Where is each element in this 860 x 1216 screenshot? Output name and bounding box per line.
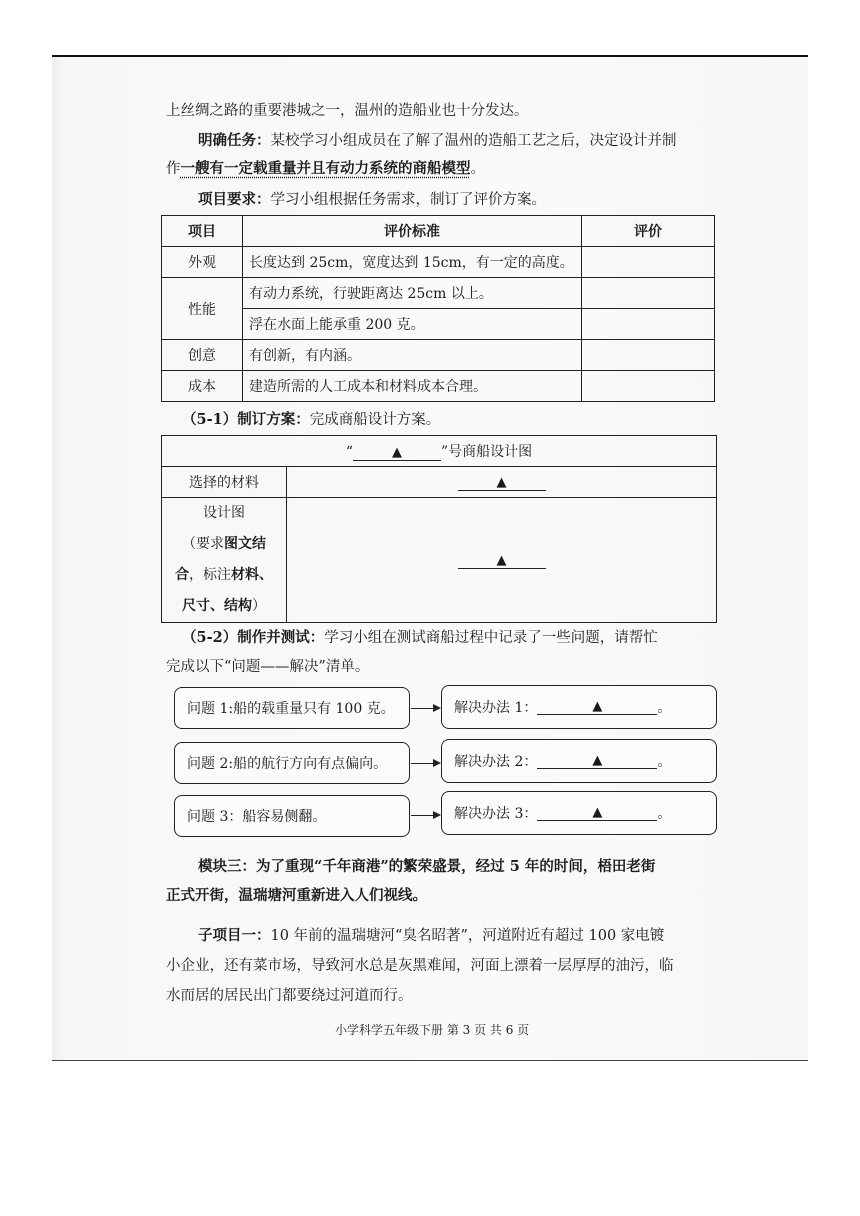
arrow-1 xyxy=(411,708,439,709)
design-title-row xyxy=(162,436,717,467)
eval-header-item: 项目 xyxy=(162,216,243,247)
eval-row-appearance xyxy=(162,247,715,278)
sub1-line-3: 水而居的居民出门都要绕过河道而行。 xyxy=(166,988,413,1004)
eval-criteria: 建造所需的人工成本和材料成本合理。 xyxy=(243,371,582,402)
intro-line: 上丝绸之路的重要港城之一，温州的造船业也十分发达。 xyxy=(166,103,529,119)
eval-criteria: 有动力系统，行驶距离达 25cm 以上。 xyxy=(243,278,582,309)
eval-item: 性能 xyxy=(162,278,243,340)
arrow-3 xyxy=(411,815,439,816)
task-emphasis: 一艘有一定载重量并且有动力系统的商船模型 xyxy=(180,160,471,177)
eval-score-cell[interactable] xyxy=(582,340,715,371)
requirement-line xyxy=(198,190,546,210)
eval-score-cell[interactable] xyxy=(582,278,715,309)
sub1-label: 子项目一： xyxy=(198,927,271,944)
solution-2-blank[interactable]: ▲ xyxy=(537,754,657,769)
task-text-2-suffix: 。 xyxy=(470,161,485,177)
q51-text: 完成商船设计方案。 xyxy=(309,412,441,428)
materials-blank[interactable]: ▲ xyxy=(458,476,546,491)
eval-score-cell[interactable] xyxy=(582,247,715,278)
requirement-text: 学习小组根据任务需求，制订了评价方案。 xyxy=(270,192,546,208)
eval-row-performance-1 xyxy=(162,278,715,309)
design-drawing-row xyxy=(162,498,717,623)
solution-box-1: 解决办法 1： ▲ 。 xyxy=(441,685,717,729)
arrow-2 xyxy=(411,763,439,764)
q52-line-2: 完成以下“问题——解决”清单。 xyxy=(166,659,370,675)
solution-box-3: 解决办法 3： ▲ 。 xyxy=(441,791,717,835)
eval-item: 外观 xyxy=(162,247,243,278)
eval-criteria: 有创新，有内涵。 xyxy=(243,340,582,371)
task-line-2 xyxy=(166,159,485,179)
eval-score-cell[interactable] xyxy=(582,309,715,340)
sub1-line-1: 子项目一：10 年前的温瑞塘河“臭名昭著”，河道附近有超过 100 家电镀 xyxy=(198,927,665,944)
solution-3-blank[interactable]: ▲ xyxy=(537,806,657,821)
eval-row-creativity xyxy=(162,340,715,371)
design-title: “ ▲ ”号商船设计图 xyxy=(162,436,717,467)
page-footer: 小学科学五年级下册 第 3 页 共 6 页 xyxy=(335,1023,530,1037)
module3-line-2: 正式开街，温瑞塘河重新进入人们视线。 xyxy=(166,887,427,904)
q51-label: （5-1）制订方案： xyxy=(182,411,310,428)
eval-header-row xyxy=(162,216,715,247)
q52-line-1 xyxy=(182,628,658,648)
eval-criteria: 浮在水面上能承重 200 克。 xyxy=(243,309,582,340)
q51-line xyxy=(182,410,440,430)
task-text-1: 某校学习小组成员在了解了温州的造船工艺之后，决定设计并制 xyxy=(270,133,677,149)
sub1-line-2: 小企业，还有菜市场，导致河水总是灰黑难闻，河面上漂着一层厚厚的油污，临 xyxy=(166,958,674,974)
solution-1-blank[interactable]: ▲ xyxy=(537,700,657,715)
drawing-blank[interactable]: ▲ xyxy=(458,554,546,569)
task-line-1 xyxy=(198,131,677,151)
evaluation-table xyxy=(161,215,715,402)
eval-score-cell[interactable] xyxy=(582,371,715,402)
solution-box-2: 解决办法 2： ▲ 。 xyxy=(441,739,717,783)
task-label: 明确任务： xyxy=(198,132,271,149)
design-table xyxy=(161,435,717,623)
problem-box-3: 问题 3：船容易侧翻。 xyxy=(174,795,410,837)
requirement-label: 项目要求： xyxy=(198,191,271,208)
task-text-2-prefix: 作 xyxy=(166,161,181,177)
problem-box-1: 问题 1:船的载重量只有 100 克。 xyxy=(174,687,410,729)
eval-item: 创意 xyxy=(162,340,243,371)
problem-box-2: 问题 2:船的航行方向有点偏向。 xyxy=(174,742,410,784)
drawing-answer-cell[interactable] xyxy=(287,498,717,623)
ship-name-blank[interactable]: ▲ xyxy=(353,446,441,461)
design-materials-row xyxy=(162,467,717,498)
q52-text-1: 学习小组在测试商船过程中记录了一些问题，请帮忙 xyxy=(324,630,658,646)
eval-criteria: 长度达到 25cm，宽度达到 15cm，有一定的高度。 xyxy=(243,247,582,278)
materials-answer-cell[interactable] xyxy=(287,467,717,498)
eval-item: 成本 xyxy=(162,371,243,402)
drawing-label: 设计图 （要求图文结 合，标注材料、 尺寸、结构） xyxy=(162,498,287,623)
eval-row-performance-2 xyxy=(162,309,715,340)
materials-label: 选择的材料 xyxy=(162,467,287,498)
bottom-rule xyxy=(52,1060,808,1061)
module3-line-1: 模块三：为了重现“千年商港”的繁荣盛景，经过 5 年的时间，梧田老街 xyxy=(198,858,656,875)
eval-row-cost xyxy=(162,371,715,402)
eval-header-score: 评价 xyxy=(582,216,715,247)
top-rule xyxy=(52,55,808,57)
eval-header-criteria: 评价标准 xyxy=(243,216,582,247)
q52-label: （5-2）制作并测试： xyxy=(182,629,325,646)
